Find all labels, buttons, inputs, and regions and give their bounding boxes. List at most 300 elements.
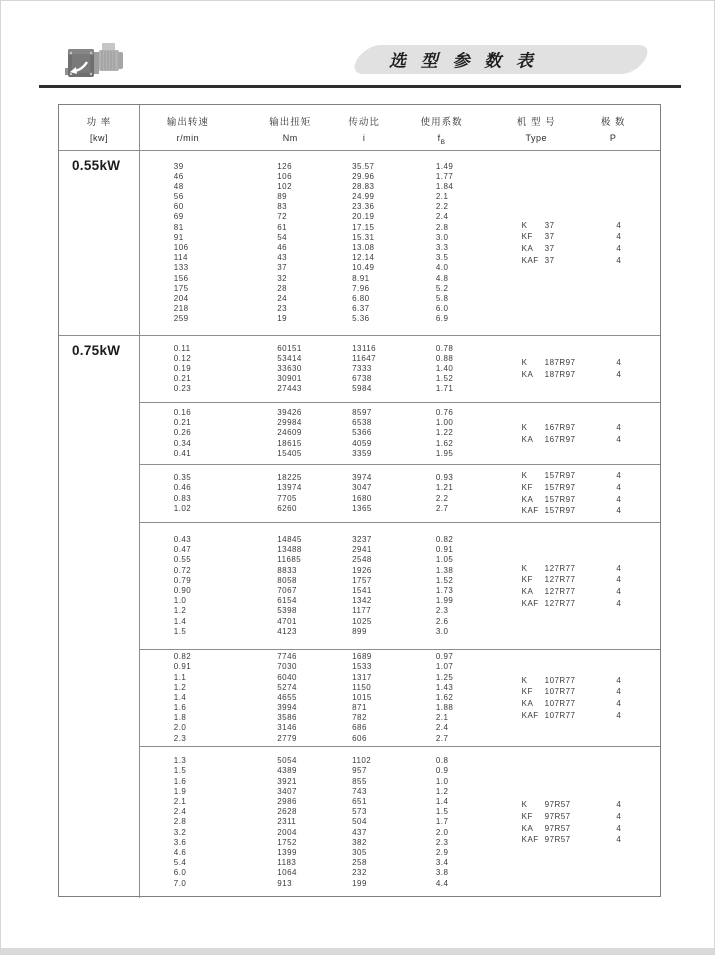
model-type-value (522, 686, 576, 698)
type-row (140, 811, 660, 823)
header-service-factor (421, 114, 463, 146)
output-speed-value: 2.3 (173, 733, 187, 743)
ratio-value: 686 (352, 723, 367, 733)
model-size-number: 37 (544, 244, 555, 253)
service-factor-value: 2.4 (435, 723, 449, 733)
type-row (140, 470, 660, 482)
output-speed-value: 2.1 (173, 797, 187, 807)
header-ratio-symbol: i (362, 133, 366, 143)
service-factor-value: 6.9 (435, 314, 449, 324)
output-speed-value: 114 (173, 253, 188, 263)
fb-main: f (437, 133, 441, 143)
service-factor-value: 2.3 (435, 837, 449, 847)
ratio-value: 3974 (352, 473, 372, 483)
output-torque-value: 2986 (277, 797, 297, 807)
service-factor-value: 1.99 (435, 596, 454, 606)
type-block (140, 523, 660, 649)
output-speed-value: 69 (173, 212, 184, 222)
service-factor-value: 2.6 (435, 616, 449, 626)
pole-count-value: 4 (616, 811, 621, 821)
ratio-value: 871 (352, 703, 367, 713)
output-speed-value: 2.8 (173, 817, 187, 827)
output-speed-value: 0.55 (173, 555, 192, 565)
ratio-value: 13.08 (352, 243, 375, 252)
pole-count-value: 4 (616, 370, 621, 379)
model-type-value (522, 563, 576, 575)
model-type-value (522, 598, 576, 610)
output-speed-value: 0.41 (173, 448, 192, 458)
ratio-value: 1015 (352, 692, 372, 702)
service-factor-value: 3.5 (435, 253, 449, 263)
service-factor-value: 1.22 (435, 428, 454, 438)
ratio-value: 7.96 (352, 283, 370, 293)
service-factor-value: 1.88 (435, 703, 454, 713)
type-row (140, 698, 660, 710)
output-speed-value: 0.34 (173, 438, 192, 448)
output-speed-value: 204 (173, 293, 189, 303)
model-type-value (522, 357, 576, 369)
header-output-speed (167, 114, 209, 143)
service-factor-value: 1.40 (435, 363, 454, 373)
header-columns (140, 105, 660, 150)
model-type-value (522, 710, 576, 722)
ratio-value: 1680 (352, 493, 372, 503)
pole-count-value: 4 (616, 482, 621, 492)
output-speed-value: 48 (173, 181, 184, 191)
model-mount-prefix: K (521, 422, 528, 432)
pole-count-value: 4 (616, 232, 621, 242)
ratio-value: 12.14 (352, 253, 375, 263)
output-torque-value: 7030 (277, 662, 297, 672)
gear-size-group (140, 464, 660, 522)
service-factor-value: 4.8 (435, 273, 449, 283)
model-mount-prefix: KA (521, 587, 534, 596)
output-torque-value: 39426 (277, 408, 302, 418)
ratio-value: 606 (352, 733, 367, 743)
output-speed-value: 91 (173, 232, 184, 242)
output-torque-value: 18615 (277, 438, 302, 448)
ratio-value: 504 (352, 817, 367, 827)
type-row (140, 505, 660, 517)
output-torque-value: 7067 (277, 586, 297, 595)
model-type-value (522, 220, 555, 232)
service-factor-value: 1.43 (435, 682, 454, 692)
output-torque-value: 2628 (277, 807, 297, 817)
ratio-value: 13116 (352, 343, 377, 353)
model-mount-prefix: K (521, 220, 528, 230)
ratio-value: 1177 (352, 606, 372, 616)
service-factor-value: 5.2 (435, 283, 449, 293)
output-torque-value: 13488 (277, 545, 302, 555)
output-speed-value: 1.5 (173, 766, 187, 776)
output-speed-value: 1.4 (173, 616, 187, 626)
type-block (140, 403, 660, 464)
model-mount-prefix: KA (521, 434, 534, 444)
output-speed-value: 0.21 (173, 374, 192, 384)
model-size-number: 107R77 (544, 675, 576, 685)
model-size-number: 127R77 (544, 598, 576, 608)
header-model-type (517, 114, 556, 143)
model-type-value (522, 494, 576, 506)
ratio-value: 2941 (352, 545, 372, 555)
pole-count-value: 4 (616, 358, 621, 368)
ratio-value: 1541 (352, 586, 372, 595)
model-mount-prefix: K (521, 471, 528, 481)
ratio-value: 1317 (352, 672, 372, 682)
model-type-value (522, 823, 571, 835)
model-mount-prefix: KF (521, 575, 533, 585)
output-torque-value: 14845 (277, 535, 302, 545)
power-rating-label: 0.75kW (72, 343, 121, 358)
model-type-value (522, 243, 555, 255)
header-ratio (348, 114, 380, 143)
type-block (140, 465, 660, 522)
ratio-value: 5366 (352, 428, 372, 438)
type-row (140, 220, 660, 232)
output-speed-value: 1.4 (173, 692, 187, 702)
output-speed-value: 1.1 (173, 672, 187, 682)
output-torque-value: 106 (277, 171, 292, 181)
output-speed-value: 0.21 (173, 418, 192, 428)
ratio-value: 1533 (352, 662, 372, 672)
ratio-value: 1025 (352, 616, 372, 626)
power-section (59, 151, 660, 336)
output-speed-value: 0.12 (173, 353, 192, 363)
service-factor-value: 0.93 (435, 473, 454, 483)
model-size-number: 157R97 (544, 494, 576, 504)
service-factor-value: 2.7 (435, 503, 449, 513)
output-torque-value: 913 (277, 878, 292, 888)
header-power-unit: [kw] (89, 133, 108, 143)
type-row (140, 686, 660, 698)
model-mount-prefix: K (521, 563, 528, 573)
ratio-value: 20.19 (352, 212, 375, 222)
output-torque-value: 24 (277, 293, 288, 303)
output-speed-value: 1.2 (173, 606, 187, 616)
service-factor-value: 2.1 (435, 192, 449, 202)
pole-count-value: 4 (616, 575, 621, 585)
type-row (140, 672, 660, 687)
model-size-number: 37 (544, 232, 555, 242)
model-mount-prefix: K (521, 800, 528, 810)
ratio-value: 258 (352, 858, 367, 868)
ratio-value: 382 (352, 837, 367, 847)
header-output-speed-zh: 输出转速 (166, 117, 209, 128)
gear-size-group (140, 746, 660, 898)
type-row (140, 598, 660, 610)
pole-count-value: 4 (616, 823, 621, 833)
output-torque-value: 89 (277, 192, 288, 202)
type-row (140, 834, 660, 846)
ratio-value: 15.31 (352, 232, 375, 242)
model-size-number: 107R77 (544, 699, 576, 708)
type-row (140, 357, 660, 369)
output-speed-value: 1.0 (173, 596, 187, 606)
output-speed-value: 133 (173, 263, 189, 273)
output-speed-value: 218 (173, 304, 189, 314)
type-row (140, 574, 660, 586)
service-factor-value: 1.25 (435, 672, 454, 682)
power-rating-label: 0.55kW (72, 158, 121, 173)
model-type-value (522, 470, 576, 482)
ratio-value: 5.36 (352, 314, 370, 324)
ratio-value: 1102 (352, 756, 372, 766)
service-factor-value: 1.5 (435, 807, 449, 817)
model-size-number: 97R57 (544, 800, 571, 810)
service-factor-value: 1.4 (435, 797, 449, 807)
service-factor-value: 3.4 (435, 858, 449, 868)
model-mount-prefix: KA (521, 699, 534, 708)
output-speed-value: 259 (173, 314, 189, 324)
output-torque-value: 7705 (277, 493, 297, 503)
ratio-value: 232 (352, 868, 367, 878)
model-type-value (522, 434, 576, 446)
ratio-value: 743 (352, 786, 367, 796)
type-block (140, 336, 660, 402)
output-speed-value: 106 (173, 243, 189, 252)
output-torque-value: 11685 (277, 555, 302, 565)
service-factor-value: 2.3 (435, 606, 449, 616)
output-speed-value: 1.3 (173, 756, 187, 766)
section-data-area (140, 336, 660, 898)
service-factor-value: 3.0 (435, 626, 449, 636)
model-type-value (522, 834, 571, 846)
ratio-value: 6738 (352, 374, 372, 384)
service-factor-value: 2.8 (435, 222, 449, 232)
output-torque-value: 3407 (277, 786, 297, 796)
ratio-value: 6.37 (352, 304, 370, 314)
ratio-value: 11647 (352, 353, 377, 363)
output-speed-value: 0.82 (173, 652, 192, 662)
ratio-value: 29.96 (352, 171, 375, 181)
service-factor-value: 1.38 (435, 565, 454, 575)
model-size-number: 127R77 (544, 563, 576, 573)
output-torque-value: 6260 (277, 503, 297, 513)
model-size-number: 107R77 (544, 687, 576, 697)
output-torque-value: 1183 (277, 858, 297, 868)
header-service-factor-zh: 使用系数 (420, 117, 463, 128)
service-factor-value: 1.62 (435, 692, 454, 702)
pole-count-value: 4 (616, 471, 621, 481)
output-torque-value: 29984 (277, 418, 302, 428)
model-size-number: 157R97 (544, 506, 576, 516)
header-power-zh: 功 率 (86, 117, 112, 128)
output-torque-value: 2779 (277, 733, 297, 743)
gear-size-group (140, 336, 660, 402)
output-torque-value: 27443 (277, 384, 302, 394)
service-factor-value: 2.4 (435, 212, 449, 222)
model-size-number: 127R77 (544, 575, 576, 585)
model-type-value (522, 482, 576, 494)
output-speed-value: 1.9 (173, 786, 187, 796)
output-torque-value: 3994 (277, 703, 297, 713)
service-factor-value: 0.9 (435, 766, 449, 776)
service-factor-value: 2.2 (435, 493, 449, 503)
type-block (140, 650, 660, 746)
service-factor-value: 2.0 (435, 827, 449, 837)
output-torque-value: 53414 (277, 353, 302, 363)
type-row (140, 434, 660, 446)
output-torque-value: 24609 (277, 428, 302, 438)
type-row (140, 243, 660, 255)
model-mount-prefix: KAF (521, 255, 539, 265)
service-factor-value: 0.78 (435, 343, 454, 353)
output-torque-value: 28 (277, 283, 288, 293)
model-size-number: 187R97 (544, 370, 576, 379)
service-factor-value: 1.07 (435, 662, 454, 672)
type-block (140, 151, 660, 335)
type-row (140, 799, 660, 811)
output-torque-value: 5398 (277, 606, 297, 616)
ratio-value: 305 (352, 847, 367, 857)
model-size-number: 97R57 (544, 835, 571, 845)
ratio-value: 855 (352, 776, 367, 786)
pole-count-value: 4 (616, 710, 621, 720)
output-speed-value: 0.43 (173, 535, 192, 545)
ratio-value: 8.91 (352, 273, 370, 283)
output-speed-value: 1.6 (173, 703, 187, 713)
power-cell (59, 336, 140, 898)
model-type-value (522, 574, 576, 586)
model-size-number: 157R97 (544, 471, 576, 481)
output-torque-value: 18225 (277, 473, 302, 483)
pole-count-value: 4 (616, 422, 621, 432)
pole-count-value: 4 (616, 800, 621, 810)
model-type-value (522, 799, 571, 811)
service-factor-value: 2.1 (435, 713, 449, 723)
service-factor-value: 1.00 (435, 418, 454, 428)
output-torque-value: 72 (277, 212, 288, 222)
model-size-number: 37 (544, 220, 555, 230)
output-torque-value: 54 (277, 232, 288, 242)
output-speed-value: 0.46 (173, 483, 192, 493)
output-speed-value: 3.2 (173, 827, 187, 837)
model-type-value (522, 369, 576, 381)
service-factor-value: 1.73 (435, 586, 454, 595)
pole-count-value: 4 (616, 699, 621, 708)
type-row (140, 422, 660, 434)
header-ratio-zh: 传动比 (348, 117, 380, 128)
service-factor-value: 1.21 (435, 483, 454, 493)
service-factor-value: 3.8 (435, 868, 449, 878)
output-speed-value: 1.2 (173, 682, 187, 692)
service-factor-value: 4.0 (435, 263, 449, 273)
type-row (140, 369, 660, 381)
selection-table (58, 104, 661, 897)
model-size-number: 187R97 (544, 358, 576, 368)
ratio-value: 23.36 (352, 202, 375, 212)
service-factor-value: 4.4 (435, 878, 449, 888)
ratio-value: 651 (352, 797, 367, 807)
service-factor-value: 0.88 (435, 353, 454, 363)
service-factor-value: 2.7 (435, 733, 449, 743)
ratio-value: 2548 (352, 555, 372, 565)
output-speed-value: 5.4 (173, 858, 187, 868)
table-header (59, 105, 660, 151)
model-size-number: 37 (544, 255, 555, 265)
output-speed-value: 1.6 (173, 776, 187, 786)
output-speed-value: 0.72 (173, 565, 192, 575)
output-torque-value: 33630 (277, 363, 302, 373)
header-model-type-en: Type (525, 133, 547, 143)
output-torque-value: 6154 (277, 596, 297, 606)
type-row (140, 231, 660, 243)
ratio-value: 1689 (352, 652, 372, 662)
pole-count-value: 4 (616, 255, 621, 265)
header-poles-zh: 极 数 (600, 117, 626, 128)
output-torque-value: 19 (277, 314, 288, 324)
model-mount-prefix: KA (521, 494, 534, 504)
output-speed-value: 0.16 (173, 408, 192, 418)
model-type-value (522, 255, 555, 267)
output-torque-value: 60151 (277, 343, 302, 353)
service-factor-value: 1.05 (435, 555, 454, 565)
model-type-value (522, 586, 576, 598)
output-speed-value: 46 (173, 171, 184, 181)
model-mount-prefix: KAF (521, 835, 539, 845)
ratio-value: 1926 (352, 565, 372, 575)
type-row (140, 586, 660, 598)
service-factor-value: 1.52 (435, 575, 454, 585)
model-mount-prefix: KF (521, 687, 533, 697)
output-speed-value: 60 (173, 202, 184, 212)
output-speed-value: 0.19 (173, 363, 192, 373)
service-factor-value: 0.97 (435, 652, 454, 662)
pole-count-value: 4 (616, 675, 621, 685)
model-type-value (522, 422, 576, 434)
output-speed-value: 2.4 (173, 807, 187, 817)
model-mount-prefix: KF (521, 232, 533, 242)
model-type-value (522, 811, 571, 823)
header-power (59, 105, 140, 150)
output-torque-value: 15405 (277, 448, 302, 458)
output-speed-value: 1.02 (173, 503, 192, 513)
pole-count-value: 4 (616, 687, 621, 697)
output-speed-value: 0.91 (173, 662, 192, 672)
section-data-area (140, 151, 660, 335)
model-mount-prefix: KA (521, 370, 534, 379)
output-speed-value: 175 (173, 283, 189, 293)
service-factor-value: 5.8 (435, 293, 449, 303)
output-torque-value: 43 (277, 253, 288, 263)
output-torque-value: 1752 (277, 837, 297, 847)
gear-size-group (140, 151, 660, 335)
service-factor-value: 1.0 (435, 776, 449, 786)
output-speed-value: 0.79 (173, 575, 192, 585)
model-type-value (522, 698, 576, 710)
ratio-value: 1150 (352, 682, 372, 692)
pole-count-value: 4 (616, 506, 621, 516)
service-factor-value: 6.0 (435, 304, 449, 314)
service-factor-value: 0.82 (435, 535, 454, 545)
service-factor-value: 0.8 (435, 756, 449, 766)
gear-size-group (140, 402, 660, 464)
pole-count-value: 4 (616, 220, 621, 230)
output-speed-value: 156 (173, 273, 189, 283)
output-torque-value: 2311 (277, 817, 297, 827)
service-factor-value: 1.71 (435, 384, 454, 394)
output-torque-value: 3586 (277, 713, 297, 723)
type-row (140, 823, 660, 835)
service-factor-value: 1.62 (435, 438, 454, 448)
title-banner (357, 45, 645, 74)
pole-count-value: 4 (616, 434, 621, 444)
page-title: 选 型 参 数 表 (389, 50, 538, 70)
output-speed-value: 81 (173, 222, 184, 232)
output-torque-value: 4701 (277, 616, 297, 626)
output-torque-value: 61 (277, 222, 288, 232)
model-mount-prefix: K (521, 675, 528, 685)
